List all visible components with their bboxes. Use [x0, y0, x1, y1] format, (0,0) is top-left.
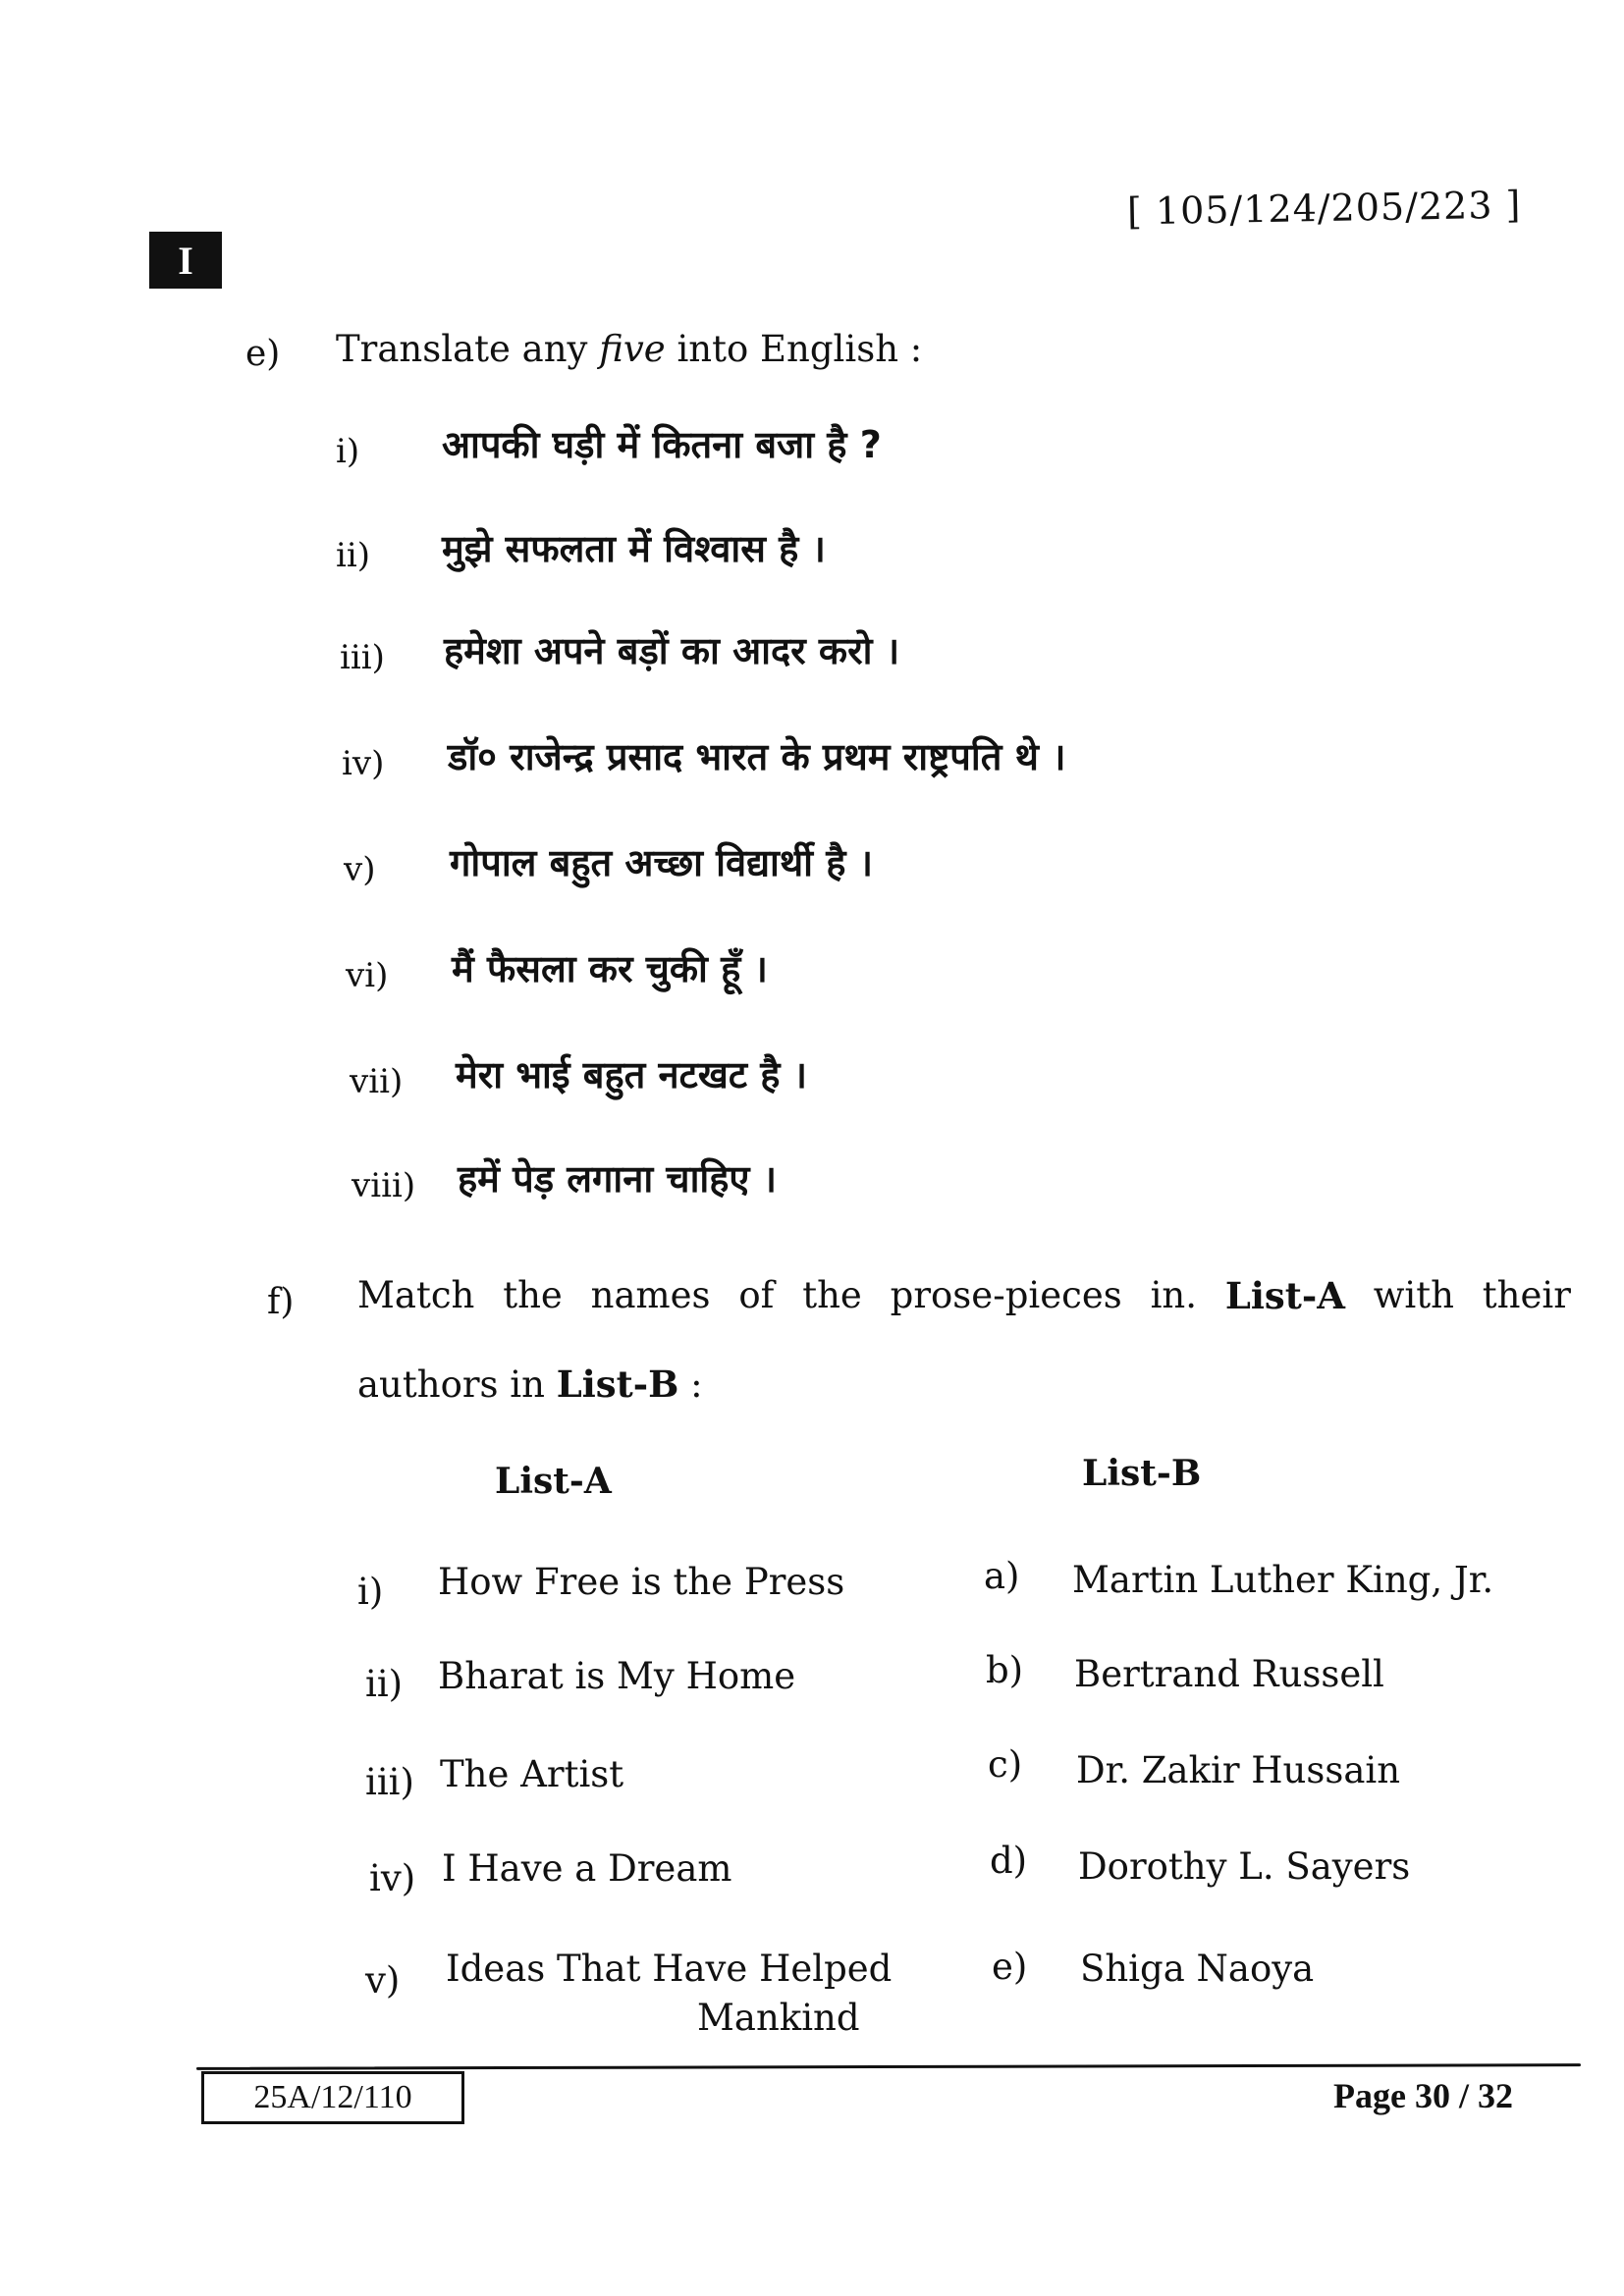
list-a-number: ii) — [365, 1663, 404, 1705]
list-a-item: I Have a Dream — [442, 1847, 732, 1890]
list-b-letter: d) — [990, 1840, 1028, 1882]
list-a-heading: List-A — [495, 1461, 612, 1502]
sentence-number: vi) — [346, 956, 389, 995]
footer-rule — [196, 2063, 1581, 2070]
hindi-sentence: हमेशा अपने बड़ों का आदर करो । — [444, 629, 900, 672]
list-b-item: Shiga Naoya — [1080, 1948, 1315, 1990]
list-a-ref: List-A — [1224, 1274, 1345, 1317]
list-b-item: Dr. Zakir Hussain — [1076, 1749, 1401, 1791]
list-b-heading: List-B — [1082, 1453, 1202, 1494]
list-a-number: iii) — [365, 1761, 414, 1803]
hindi-sentence: डॉ० राजेन्द्र प्रसाद भारत के प्रथम राष्ट्रपति थे । — [448, 735, 1066, 778]
hindi-sentence: मुझे सफलता में विश्वास है । — [442, 527, 826, 570]
sentence-number: iv) — [342, 744, 385, 783]
booklet-code: 25A/12/110 — [201, 2071, 464, 2124]
list-a-item: How Free is the Press — [438, 1561, 845, 1603]
section-badge: I — [149, 232, 222, 289]
list-a-item: Ideas That Have Helped — [446, 1948, 893, 1990]
hindi-sentence: मैं फैसला कर चुकी हूँ । — [452, 947, 768, 990]
sentence-number: v) — [344, 850, 376, 889]
list-b-item: Dorothy L. Sayers — [1078, 1845, 1411, 1888]
list-b-ref: List-B — [556, 1362, 679, 1406]
paper-codes: [ 105/124/205/223 ] — [1126, 183, 1522, 234]
list-b-letter: a) — [984, 1555, 1020, 1597]
sentence-number: vii) — [350, 1062, 404, 1101]
sentence-number: viii) — [352, 1166, 416, 1205]
hindi-sentence: मेरा भाई बहुत नटखट है । — [456, 1053, 808, 1096]
list-a-item-continued: Mankind — [697, 1997, 860, 2039]
hindi-sentence: गोपाल बहुत अच्छा विद्यार्थी है । — [450, 841, 874, 884]
list-b-letter: c) — [988, 1743, 1023, 1786]
sentence-number: iii) — [340, 638, 385, 677]
hindi-sentence: हमें पेड़ लगाना चाहिए । — [458, 1157, 778, 1201]
list-b-item: Bertrand Russell — [1074, 1653, 1384, 1695]
list-a-item: The Artist — [440, 1753, 624, 1795]
question-f-line2: authors in List-B : — [357, 1362, 703, 1406]
list-b-item: Martin Luther King, Jr. — [1072, 1559, 1494, 1601]
sentence-number: i) — [336, 432, 360, 471]
list-a-number: iv) — [369, 1857, 416, 1899]
list-a-item: Bharat is My Home — [438, 1655, 796, 1697]
list-a-number: i) — [357, 1571, 384, 1613]
hindi-sentence: आपकी घड़ी में कितना बजा है ? — [442, 423, 882, 466]
list-b-letter: e) — [992, 1946, 1028, 1988]
list-b-letter: b) — [986, 1649, 1024, 1691]
question-e-label: e) — [245, 334, 281, 374]
instruction-emphasis: five — [599, 328, 666, 370]
sentence-number: ii) — [336, 536, 371, 575]
question-f-label: f) — [267, 1282, 295, 1322]
page-number: Page 30 / 32 — [1333, 2076, 1513, 2115]
question-e-instruction: Translate any five into English : — [336, 328, 923, 370]
question-f-line1: Match the names of the prose-pieces in. List-A with their — [357, 1274, 1571, 1317]
list-a-number: v) — [365, 1959, 401, 2002]
